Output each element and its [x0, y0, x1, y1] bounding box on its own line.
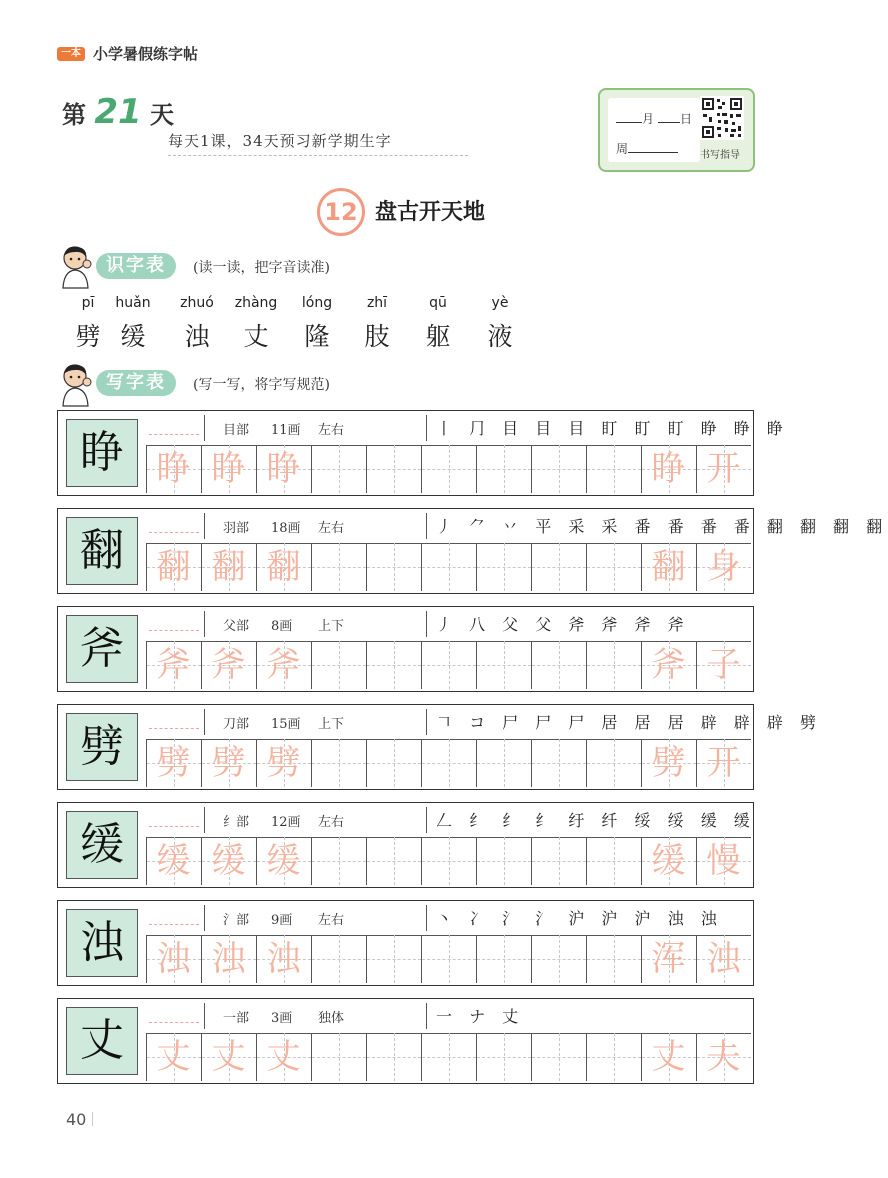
trace-char: 浊 [266, 939, 301, 979]
month-field[interactable] [616, 110, 654, 127]
subtitle-divider [168, 155, 468, 156]
info-separator [426, 611, 427, 637]
reading-item [347, 295, 407, 353]
reading-char: 缓 [120, 322, 146, 351]
info-separator [426, 415, 427, 441]
pinyin: zhuó [180, 295, 214, 311]
practice-cell[interactable] [366, 837, 421, 885]
trace-char: 丈 [211, 1037, 246, 1077]
writing-boy-icon [58, 362, 96, 406]
char-structure: 独体 [318, 1011, 345, 1026]
day-label-text: 日 [680, 112, 693, 126]
practice-cell[interactable] [586, 837, 641, 885]
practice-cell[interactable] [421, 1033, 476, 1081]
info-separator [204, 807, 205, 833]
practice-cell[interactable] [531, 739, 586, 787]
reading-char: 躯 [425, 322, 451, 351]
practice-cell[interactable] [421, 445, 476, 493]
stroke-order: 一 ナ 丈 [436, 1007, 525, 1026]
practice-cell[interactable] [421, 935, 476, 983]
char-structure: 左右 [318, 815, 345, 830]
practice-cell[interactable] [476, 837, 531, 885]
char-structure: 左右 [318, 423, 345, 438]
practice-cell[interactable] [476, 445, 531, 493]
char-strokes-count: 3画 [271, 1011, 293, 1026]
trace-word-char: 睁 [651, 449, 686, 489]
trace-word-char: 缓 [651, 841, 686, 881]
stroke-order: 丨 ⺆ 目 目 目 盯 盯 盯 睁 睁 睁 [436, 419, 789, 438]
reading-item [103, 295, 163, 353]
practice-cell[interactable] [421, 837, 476, 885]
trace-char: 睁 [266, 449, 301, 489]
practice-cell[interactable] [366, 935, 421, 983]
date-card [598, 88, 755, 172]
trace-word-char: 劈 [651, 743, 686, 783]
trace-word-char: 开 [706, 743, 741, 783]
practice-cell[interactable] [421, 641, 476, 689]
writing-row [57, 606, 754, 692]
date-fields [608, 98, 700, 162]
trace-char: 劈 [266, 743, 301, 783]
week-field[interactable] [616, 140, 678, 157]
model-char: 翻 [66, 517, 138, 585]
trace-word-char: 斧 [651, 645, 686, 685]
day-prefix: 第 [62, 101, 86, 129]
info-separator [204, 611, 205, 637]
trace-word-char: 翻 [651, 547, 686, 587]
practice-cells [146, 445, 751, 495]
reading-banner: 识字表 [96, 253, 176, 279]
lesson-title: 盘古开天地 [375, 200, 486, 225]
pinyin-slot[interactable] [149, 812, 199, 827]
trace-char: 缓 [266, 841, 301, 881]
day-label [62, 92, 174, 132]
model-char: 缓 [66, 811, 138, 879]
series-title: 小学暑假练字帖 [93, 45, 199, 63]
reading-char: 肢 [364, 322, 390, 351]
trace-char: 斧 [211, 645, 246, 685]
info-separator [426, 709, 427, 735]
writing-row [57, 704, 822, 790]
day-suffix: 天 [150, 101, 175, 129]
day-number: 21 [94, 92, 142, 132]
pinyin-slot[interactable] [149, 518, 199, 533]
trace-char: 翻 [156, 547, 191, 587]
practice-cell[interactable] [366, 641, 421, 689]
practice-cell[interactable] [311, 445, 366, 493]
reading-char: 丈 [243, 322, 269, 351]
char-info-line [146, 509, 888, 544]
pinyin-slot[interactable] [149, 420, 199, 435]
char-info-line [146, 901, 751, 936]
writing-note: (写一写，将字写规范) [193, 377, 330, 393]
info-separator [204, 905, 205, 931]
practice-cell[interactable] [586, 445, 641, 493]
pinyin: zhàng [234, 295, 278, 311]
qr-code-icon[interactable] [700, 96, 744, 140]
trace-char: 缓 [211, 841, 246, 881]
info-separator [426, 807, 427, 833]
pinyin: qū [429, 295, 447, 311]
char-info-line [146, 999, 751, 1034]
writing-banner: 写字表 [96, 370, 176, 396]
char-info-line [146, 705, 822, 740]
practice-cell[interactable] [586, 543, 641, 591]
trace-char: 翻 [266, 547, 301, 587]
practice-cell[interactable] [586, 935, 641, 983]
trace-word-char: 浑 [651, 939, 686, 979]
practice-cell[interactable] [366, 543, 421, 591]
trace-word-char: 夫 [706, 1037, 741, 1077]
info-separator [204, 513, 205, 539]
pinyin-slot[interactable] [149, 910, 199, 925]
pinyin: zhī [366, 295, 388, 311]
writing-row [57, 802, 754, 888]
practice-cell[interactable] [531, 935, 586, 983]
trace-char: 丈 [156, 1037, 191, 1077]
char-structure: 上下 [318, 717, 345, 732]
page-number: 40 [66, 1110, 87, 1129]
char-strokes-count: 12画 [271, 815, 301, 830]
practice-cell[interactable] [531, 445, 586, 493]
trace-char: 劈 [156, 743, 191, 783]
trace-char: 睁 [156, 449, 191, 489]
practice-cell[interactable] [366, 739, 421, 787]
practice-cells [146, 1033, 751, 1083]
info-separator [426, 905, 427, 931]
writing-row [57, 998, 754, 1084]
reading-item [167, 295, 227, 353]
char-strokes-count: 8画 [271, 619, 293, 634]
practice-cell[interactable] [531, 641, 586, 689]
pinyin: yè [491, 295, 509, 311]
pinyin-slot[interactable] [149, 616, 199, 631]
subtitle: 每天1课，34天预习新学期生字 [168, 132, 392, 150]
trace-word-char: 慢 [706, 841, 741, 881]
stroke-order: 𠃍 コ 尸 尸 尸 居 居 居 辟 辟 辟 劈 [436, 713, 822, 732]
pinyin-slot[interactable] [149, 714, 199, 729]
char-radical: 刀部 [223, 717, 250, 732]
practice-cell[interactable] [531, 543, 586, 591]
practice-cell[interactable] [366, 445, 421, 493]
practice-cell[interactable] [476, 641, 531, 689]
char-radical: 氵部 [223, 913, 250, 928]
month-label: 月 [642, 112, 655, 126]
reading-boy-icon [58, 244, 96, 288]
trace-char: 浊 [211, 939, 246, 979]
model-char: 劈 [66, 713, 138, 781]
info-separator [204, 709, 205, 735]
practice-cells [146, 543, 751, 593]
stroke-order: 丿 ⺈ 丷 平 采 采 番 番 番 番 翻 翻 翻 翻 [436, 517, 888, 536]
writing-row [57, 900, 754, 986]
trace-char: 睁 [211, 449, 246, 489]
practice-cell[interactable] [531, 837, 586, 885]
trace-word-char: 子 [706, 645, 741, 685]
info-separator [426, 513, 427, 539]
pinyin: huǎn [115, 295, 151, 311]
practice-cells [146, 837, 751, 887]
info-separator [426, 1003, 427, 1029]
trace-char: 浊 [156, 939, 191, 979]
char-radical: 父部 [223, 619, 250, 634]
char-radical: 纟部 [223, 815, 250, 830]
char-structure: 上下 [318, 619, 345, 634]
trace-word-char: 丈 [651, 1037, 686, 1077]
char-strokes-count: 15画 [271, 717, 301, 732]
practice-cell[interactable] [476, 739, 531, 787]
info-separator [204, 415, 205, 441]
writing-row [57, 508, 888, 594]
trace-word-char: 开 [706, 449, 741, 489]
practice-cell[interactable] [476, 1033, 531, 1081]
stroke-order: 丶 冫 氵 氵 沪 沪 沪 浊 浊 [436, 909, 723, 928]
reading-item [287, 295, 347, 353]
trace-char: 劈 [211, 743, 246, 783]
info-separator [204, 1003, 205, 1029]
char-strokes-count: 18画 [271, 521, 301, 536]
trace-word-char: 身 [706, 547, 741, 587]
trace-char: 丈 [266, 1037, 301, 1077]
reading-char: 液 [487, 322, 513, 351]
practice-cell[interactable] [421, 739, 476, 787]
trace-char: 斧 [266, 645, 301, 685]
practice-cells [146, 739, 751, 789]
char-structure: 左右 [318, 521, 345, 536]
stroke-order: 丿 八 父 父 斧 斧 斧 斧 [436, 615, 690, 634]
model-char: 睁 [66, 419, 138, 487]
practice-cell[interactable] [311, 837, 366, 885]
practice-cell[interactable] [586, 641, 641, 689]
practice-cell[interactable] [586, 1033, 641, 1081]
trace-char: 斧 [156, 645, 191, 685]
day-field[interactable] [658, 110, 692, 127]
practice-cell[interactable] [421, 543, 476, 591]
model-char: 浊 [66, 909, 138, 977]
pinyin: pī [81, 295, 95, 311]
page-number-rule [92, 1112, 93, 1126]
qr-label: 书写指导 [700, 150, 740, 161]
reading-item [408, 295, 468, 353]
model-char: 斧 [66, 615, 138, 683]
lesson-number-badge: 12 [317, 188, 365, 236]
char-radical: 羽部 [223, 521, 250, 536]
week-label: 周 [616, 142, 629, 156]
brand-badge: 一本 [57, 47, 85, 61]
char-info-line [146, 607, 751, 642]
practice-cell[interactable] [311, 935, 366, 983]
practice-cells [146, 935, 751, 985]
trace-word-char: 浊 [706, 939, 741, 979]
char-radical: 一部 [223, 1011, 250, 1026]
pinyin: lóng [301, 295, 333, 311]
char-structure: 左右 [318, 913, 345, 928]
char-info-line [146, 803, 756, 838]
trace-char: 翻 [211, 547, 246, 587]
trace-char: 缓 [156, 841, 191, 881]
writing-row [57, 410, 789, 496]
char-strokes-count: 9画 [271, 913, 293, 928]
pinyin-slot[interactable] [149, 1008, 199, 1023]
practice-cell[interactable] [476, 543, 531, 591]
practice-cell[interactable] [311, 1033, 366, 1081]
practice-cell[interactable] [366, 1033, 421, 1081]
practice-cells [146, 641, 751, 691]
practice-cell[interactable] [531, 1033, 586, 1081]
practice-cell[interactable] [311, 641, 366, 689]
practice-cell[interactable] [311, 543, 366, 591]
reading-char: 隆 [304, 322, 330, 351]
reading-char: 劈 [75, 322, 101, 351]
reading-note: (读一读，把字音读准) [193, 260, 330, 276]
stroke-order: 𠃋 纟 纟 纟 纡 纤 绥 绥 缓 缓 [436, 811, 756, 830]
practice-cell[interactable] [476, 935, 531, 983]
char-radical: 目部 [223, 423, 250, 438]
reading-char: 浊 [184, 322, 210, 351]
practice-cell[interactable] [586, 739, 641, 787]
reading-item [226, 295, 286, 353]
char-strokes-count: 11画 [271, 423, 301, 438]
practice-cell[interactable] [311, 739, 366, 787]
model-char: 丈 [66, 1007, 138, 1075]
reading-item [470, 295, 530, 353]
char-info-line [146, 411, 789, 446]
